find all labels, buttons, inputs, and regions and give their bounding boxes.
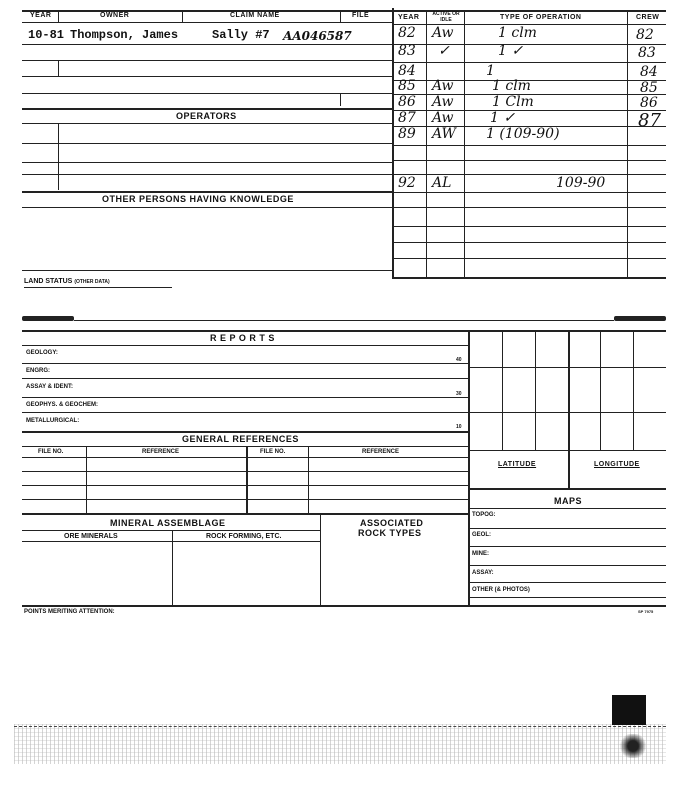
row-type: 109-90 bbox=[556, 175, 606, 191]
entry-file-ref: AA046587 bbox=[283, 29, 352, 43]
row-year: 85 bbox=[398, 78, 416, 94]
gr-header-reference-2: REFERENCE bbox=[362, 449, 400, 455]
row-crew: 87 bbox=[638, 110, 661, 131]
associated-rock-types-1: ASSOCIATED bbox=[360, 518, 424, 528]
maps-title: MAPS bbox=[554, 496, 583, 506]
report-assay: ASSAY & IDENT: bbox=[26, 384, 74, 390]
row-type: 1 clm bbox=[498, 25, 537, 41]
row-type: 1 clm bbox=[492, 78, 531, 94]
map-geol: GEOL: bbox=[472, 532, 491, 538]
row-active: Aw bbox=[432, 110, 454, 126]
entry-claim-name: Sally #7 bbox=[212, 28, 270, 42]
row-year: 92 bbox=[398, 175, 416, 191]
scan-black-block bbox=[612, 695, 646, 725]
report-metallurgical-num: 10 bbox=[456, 424, 462, 430]
row-active: Aw bbox=[432, 94, 454, 110]
activity-header-crew: CREW bbox=[636, 14, 660, 21]
land-status-title: LAND STATUS bbox=[24, 278, 73, 285]
separator-left bbox=[22, 316, 74, 321]
other-persons-label: OTHER PERSONS HAVING KNOWLEDGE bbox=[102, 194, 294, 204]
row-type: 1 Clm bbox=[492, 94, 534, 110]
mineral-title: MINERAL ASSEMBLAGE bbox=[110, 518, 226, 528]
row-year: 82 bbox=[398, 25, 416, 41]
header-claim-name: CLAIM NAME bbox=[230, 12, 280, 19]
map-mine: MINE: bbox=[472, 551, 489, 557]
report-assay-num: 30 bbox=[456, 391, 462, 397]
gr-header-reference-1: REFERENCE bbox=[142, 449, 180, 455]
report-geology: GEOLOGY: bbox=[26, 350, 58, 356]
row-crew: 82 bbox=[636, 27, 654, 43]
row-crew: 84 bbox=[640, 64, 658, 80]
map-topog: TOPOG: bbox=[472, 512, 496, 518]
general-references-title: GENERAL REFERENCES bbox=[182, 434, 299, 444]
activity-header-active: ACTIVE OR IDLE bbox=[432, 11, 460, 23]
gr-header-file-no-1: FILE NO. bbox=[38, 449, 64, 455]
row-year: 89 bbox=[398, 126, 416, 142]
land-status-sub: (OTHER DATA) bbox=[74, 279, 110, 285]
row-year: 83 bbox=[398, 43, 416, 59]
header-file: FILE bbox=[352, 12, 370, 19]
longitude-label: LONGITUDE bbox=[594, 461, 640, 468]
row-active: Aw bbox=[432, 78, 454, 94]
row-year: 86 bbox=[398, 94, 416, 110]
row-year: 84 bbox=[398, 63, 416, 79]
scan-dark-smudge bbox=[620, 734, 646, 758]
row-crew: 86 bbox=[640, 95, 658, 111]
row-crew: 83 bbox=[638, 45, 656, 61]
entry-year: 10-81 bbox=[28, 28, 65, 42]
header-owner: OWNER bbox=[100, 12, 130, 19]
row-active: Aw bbox=[432, 25, 454, 41]
row-active: AL bbox=[432, 175, 452, 191]
activity-header-year: YEAR bbox=[398, 14, 420, 21]
associated-rock-types-2: ROCK TYPES bbox=[358, 528, 422, 538]
form-code: SP 7975 bbox=[638, 609, 654, 614]
row-type: 1 bbox=[486, 63, 495, 79]
land-status-label bbox=[24, 278, 110, 285]
row-type: 1 (109-90) bbox=[486, 126, 560, 142]
report-geology-num: 40 bbox=[456, 357, 462, 363]
row-active: ✓ bbox=[438, 43, 450, 59]
scan-noise-band bbox=[14, 724, 666, 764]
row-type: 1 ✓ bbox=[490, 110, 516, 126]
separator-right bbox=[614, 316, 666, 321]
row-active: AW bbox=[432, 126, 456, 142]
row-type: 1 ✓ bbox=[498, 43, 524, 59]
row-year: 87 bbox=[398, 110, 416, 126]
activity-header-type: TYPE OF OPERATION bbox=[500, 14, 582, 21]
report-engrg: ENGRG: bbox=[26, 368, 50, 374]
latitude-label: LATITUDE bbox=[498, 461, 537, 468]
ore-minerals-header: ORE MINERALS bbox=[64, 533, 118, 540]
map-other: OTHER (& PHOTOS) bbox=[472, 587, 530, 593]
report-metallurgical: METALLURGICAL: bbox=[26, 418, 80, 424]
row-crew: 85 bbox=[640, 80, 658, 96]
points-meriting-attention: POINTS MERITING ATTENTION: bbox=[24, 609, 115, 615]
map-assay: ASSAY: bbox=[472, 570, 494, 576]
report-geophys: GEOPHYS. & GEOCHEM: bbox=[26, 402, 99, 408]
header-year: YEAR bbox=[30, 12, 52, 19]
reports-title: R E P O R T S bbox=[210, 333, 275, 343]
gr-header-file-no-2: FILE NO. bbox=[260, 449, 286, 455]
operators-label: OPERATORS bbox=[176, 111, 237, 121]
rock-forming-header: ROCK FORMING, ETC. bbox=[206, 533, 282, 540]
entry-owner: Thompson, James bbox=[70, 28, 179, 42]
